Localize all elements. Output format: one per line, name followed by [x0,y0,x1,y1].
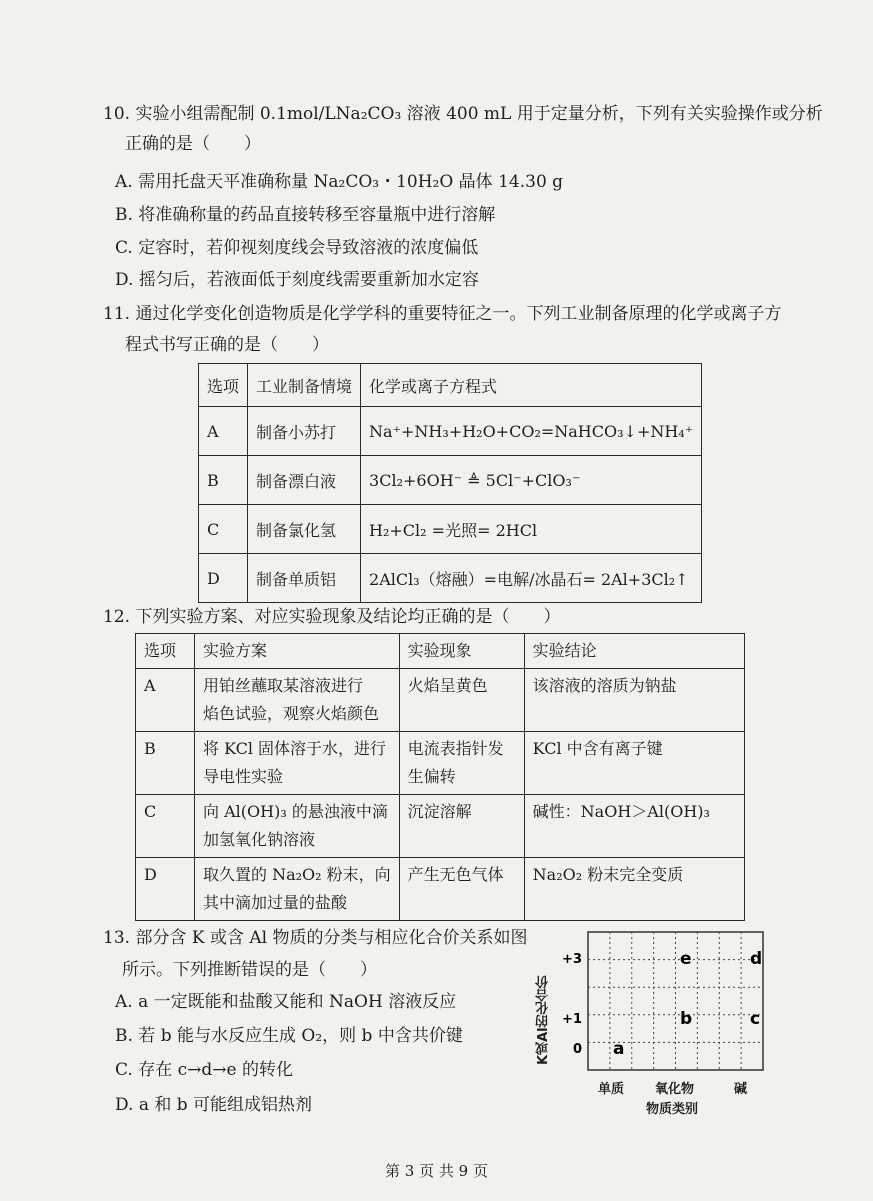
q13-stem-line2: 所示。下列推断错误的是（ ） [122,960,377,980]
q13-option-a: A. a 一定既能和盐酸又能和 NaOH 溶液反应 [115,992,457,1012]
table-cell: C [199,505,248,554]
cell-line: 电流表指针发 [407,739,504,758]
table-cell: B [136,732,195,795]
table-cell: B [199,456,248,505]
cell-line: 向 Al(OH)₃ 的悬浊液中滴 [203,802,388,821]
cell-line: 将 KCl 固体溶于水，进行 [203,739,387,758]
table-cell: 制备小苏打 [248,407,361,456]
table-row [136,732,745,795]
q10-option-b: B. 将准确称量的药品直接转移至容量瓶中进行溶解 [115,205,496,225]
table-cell [399,858,524,921]
table-cell [399,732,524,795]
table-cell: D [136,858,195,921]
table-cell [195,669,400,732]
table-row [199,456,702,505]
chart-point-c: c [750,1009,761,1029]
table-cell: KCl 中含有离子键 [524,732,744,795]
chart-y-tick-label: 0 [572,1042,582,1057]
table-row [136,858,745,921]
table-header-cell: 选项 [136,634,195,669]
chart-y-tick-label: +3 [562,952,582,967]
table-header-cell: 实验现象 [399,634,524,669]
table-row [199,407,702,456]
chart-point-d: d [750,949,763,969]
q11-stem-line1: 11. 通过化学变化创造物质是化学学科的重要特征之一。下列工业制备原理的化学或离子方 [103,304,782,324]
table-cell: H₂+Cl₂ =光照= 2HCl [361,505,702,554]
table-header-row [136,634,745,669]
cell-line: 导电性实验 [203,767,284,786]
table-cell: 制备漂白液 [248,456,361,505]
cell-line: 用铂丝蘸取某溶液进行 [203,676,364,695]
table-header-cell: 化学或离子方程式 [361,364,702,407]
table-cell: A [199,407,248,456]
table-cell: 该溶液的溶质为钠盐 [524,669,744,732]
table-cell: Na₂O₂ 粉末完全变质 [524,858,744,921]
page-footer: 第 3 页 共 9 页 [385,1162,488,1180]
chart-x-axis-label: 物质类别 [646,1102,699,1117]
q10-option-d: D. 摇匀后，若液面低于刻度线需要重新加水定容 [115,270,479,290]
table-cell: 碱性：NaOH＞Al(OH)₃ [524,795,744,858]
q11-table [198,363,702,603]
cell-line: 生偏转 [407,767,456,786]
table-row [136,669,745,732]
table-cell: 制备氯化氢 [248,505,361,554]
cell-line: 火焰呈黄色 [407,676,488,695]
table-cell: 制备单质铝 [248,554,361,603]
table-header-cell: 实验结论 [524,634,744,669]
chart-y-tick-label: +1 [562,1012,582,1027]
table-header-cell: 实验方案 [195,634,400,669]
cell-line: 其中滴加过量的盐酸 [203,893,348,912]
chart-x-tick-label: 氧化物 [655,1082,695,1097]
q13-option-b: B. 若 b 能与水反应生成 O₂，则 b 中含共价键 [115,1026,463,1046]
q10-stem-line1: 10. 实验小组需配制 0.1mol/LNa₂CO₃ 溶液 400 mL 用于定量分析，下列有关实验操作或分析 [103,104,823,124]
table-cell [195,795,400,858]
q13-option-c: C. 存在 c→d→e 的转化 [115,1060,293,1080]
table-header-row [199,364,702,407]
q10-stem-line2: 正确的是（ ） [125,134,261,154]
q12-stem: 12. 下列实验方案、对应实验现象及结论均正确的是（ ） [103,607,561,627]
cell-line: 沉淀溶解 [407,802,472,821]
table-cell [195,732,400,795]
table-header-cell: 选项 [199,364,248,407]
chart-point-a: a [613,1039,625,1059]
table-row [199,554,702,603]
table-row [199,505,702,554]
q13-stem-line1: 13. 部分含 K 或含 Al 物质的分类与相应化合价关系如图 [103,928,528,948]
q10-option-c: C. 定容时，若仰视刻度线会导致溶液的浓度偏低 [115,238,479,258]
chart-point-b: b [680,1009,693,1029]
cell-line: 加氢氧化钠溶液 [203,830,316,849]
valence-chart [548,920,778,1080]
chart-point-e: e [680,949,692,969]
chart-x-tick-label: 碱 [734,1082,748,1097]
q10-option-a: A. 需用托盘天平准确称量 Na₂CO₃・10H₂O 晶体 14.30 g [115,172,564,192]
chart-x-tick-label: 单质 [598,1082,625,1097]
table-cell: Na⁺+NH₃+H₂O+CO₂=NaHCO₃↓+NH₄⁺ [361,407,702,456]
q12-table [135,633,745,921]
table-cell: D [199,554,248,603]
table-cell [399,795,524,858]
cell-line: 取久置的 Na₂O₂ 粉末，向 [203,865,391,884]
table-cell: A [136,669,195,732]
chart-y-axis-label: K或Al的化合价 [536,975,551,1065]
table-cell: C [136,795,195,858]
table-cell [195,858,400,921]
table-header-cell: 工业制备情境 [248,364,361,407]
cell-line: 焰色试验，观察火焰颜色 [203,704,380,723]
q13-option-d: D. a 和 b 可能组成铝热剂 [115,1095,313,1115]
table-cell [399,669,524,732]
table-cell: 2AlCl₃（熔融）=电解/冰晶石= 2Al+3Cl₂↑ [361,554,702,603]
table-row [136,795,745,858]
q11-stem-line2: 程式书写正确的是（ ） [125,335,329,355]
cell-line: 产生无色气体 [407,865,504,884]
table-cell: 3Cl₂+6OH⁻ ≜ 5Cl⁻+ClO₃⁻ [361,456,702,505]
